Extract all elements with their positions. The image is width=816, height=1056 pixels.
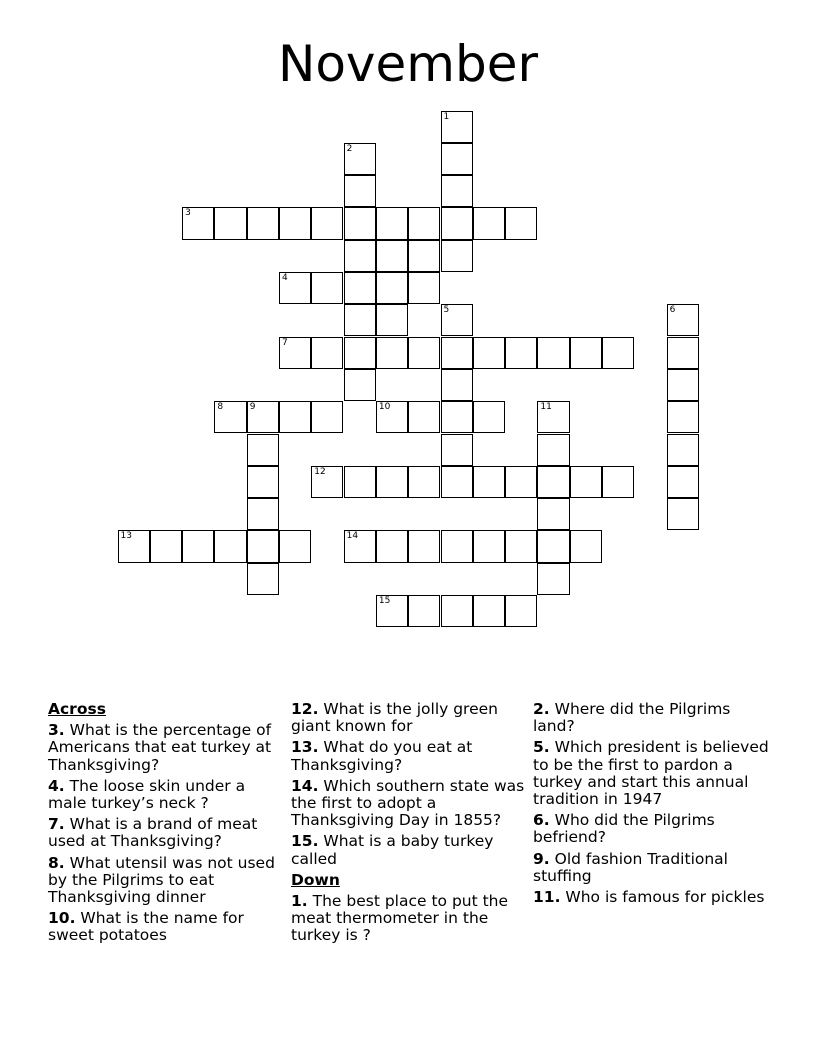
clue-item-number: 11. — [533, 888, 561, 907]
grid-cell[interactable] — [441, 240, 473, 272]
clue-item — [48, 816, 280, 850]
grid-cell[interactable] — [408, 240, 440, 272]
grid-cell[interactable] — [441, 434, 473, 466]
grid-cell[interactable] — [505, 595, 537, 627]
down-heading: Down — [291, 870, 340, 889]
clue-item-text: What is the jolly green giant known for — [291, 700, 498, 736]
clue-number: 3 — [185, 208, 191, 219]
grid-cell[interactable] — [182, 530, 214, 562]
puzzle-title: November — [277, 35, 539, 93]
grid-cell[interactable] — [505, 207, 537, 239]
clue-item-text: The best place to put the meat thermometer in the turkey is ? — [291, 892, 509, 945]
clue-item — [291, 893, 527, 945]
clue-number: 2 — [346, 143, 353, 154]
grid-cell[interactable] — [247, 498, 279, 530]
grid-cell[interactable] — [441, 304, 473, 336]
grid-cell[interactable] — [279, 272, 311, 304]
clue-item-number: 15. — [291, 832, 319, 851]
grid-cell[interactable] — [537, 466, 569, 498]
clue-item-number: 4. — [48, 776, 65, 795]
grid-cell[interactable] — [441, 337, 473, 369]
clue-item-text: Which southern state was the first to adopt a Thanksgiving Day in 1855? — [291, 776, 525, 830]
grid-cell[interactable] — [408, 466, 440, 498]
grid-cell[interactable] — [441, 143, 473, 175]
grid-cell[interactable] — [441, 595, 473, 627]
clues-column-3 — [533, 701, 769, 910]
grid-cell[interactable] — [247, 401, 279, 433]
clue-item-number: 2. — [533, 700, 550, 718]
clue-item — [48, 855, 280, 907]
clue-item — [48, 910, 280, 944]
grid-cell[interactable] — [311, 401, 343, 433]
clue-item-text: What do you eat at Thanksgiving? — [291, 738, 473, 774]
grid-cell[interactable] — [667, 337, 699, 369]
grid-cell[interactable] — [570, 530, 602, 562]
grid-cell[interactable] — [376, 530, 408, 562]
grid-cell[interactable] — [344, 240, 376, 272]
grid-cell[interactable] — [473, 466, 505, 498]
grid-cell[interactable] — [667, 466, 699, 498]
clue-item-number: 5. — [533, 738, 550, 757]
clue-item-number: 7. — [48, 815, 65, 834]
clue-number: 6 — [669, 305, 676, 316]
grid-cell[interactable] — [667, 498, 699, 530]
grid-cell[interactable] — [182, 207, 214, 239]
grid-cell[interactable] — [570, 466, 602, 498]
grid-cell[interactable] — [537, 563, 569, 595]
grid-cell[interactable] — [473, 401, 505, 433]
grid-cell[interactable] — [376, 337, 408, 369]
clue-item — [291, 833, 527, 867]
clues-column-2 — [291, 701, 527, 949]
grid-cell[interactable] — [408, 272, 440, 304]
grid-cell[interactable] — [279, 401, 311, 433]
grid-cell[interactable] — [537, 434, 569, 466]
grid-cell[interactable] — [279, 530, 311, 562]
clue-item-text: What is the percentage of Americans that eat turkey at Thanksgiving? — [48, 721, 272, 774]
grid-cell[interactable] — [247, 434, 279, 466]
clue-item-number: 8. — [48, 853, 65, 872]
grid-cell[interactable] — [311, 466, 343, 498]
grid-cell[interactable] — [344, 304, 376, 336]
clue-item-number: 3. — [48, 721, 65, 740]
grid-cell[interactable] — [570, 337, 602, 369]
grid-cell[interactable] — [537, 498, 569, 530]
grid-cell[interactable] — [602, 337, 634, 369]
grid-cell[interactable] — [408, 530, 440, 562]
grid-cell[interactable] — [537, 530, 569, 562]
grid-cell[interactable] — [247, 530, 279, 562]
clue-item-text: What is the name for sweet potatoes — [48, 909, 244, 945]
grid-cell[interactable] — [344, 530, 376, 562]
grid-cell[interactable] — [279, 337, 311, 369]
clue-number: 1 — [443, 111, 450, 122]
grid-cell[interactable] — [441, 207, 473, 239]
clue-item-number: 14. — [291, 776, 319, 795]
clue-item — [533, 701, 769, 735]
grid-cell[interactable] — [279, 207, 311, 239]
clue-number: 14 — [346, 531, 359, 542]
grid-cell[interactable] — [537, 401, 569, 433]
grid-cell[interactable] — [408, 337, 440, 369]
clue-item-text: What is a baby turkey called — [291, 832, 494, 868]
grid-cell[interactable] — [344, 207, 376, 239]
clue-item — [291, 739, 527, 773]
clue-item-text: Which president is believed to be the first to pardon a turkey and start this annual tradition in 1947 — [533, 738, 769, 809]
clue-number: 7 — [282, 337, 288, 348]
grid-cell[interactable] — [247, 563, 279, 595]
grid-cell[interactable] — [247, 207, 279, 239]
grid-cell[interactable] — [214, 207, 246, 239]
clue-item — [533, 889, 769, 906]
grid-cell[interactable] — [667, 434, 699, 466]
clue-number: 9 — [249, 402, 256, 413]
clue-number: 15 — [378, 596, 391, 606]
grid-cell[interactable] — [214, 401, 246, 433]
grid-cell[interactable] — [505, 530, 537, 562]
grid-cell[interactable] — [537, 337, 569, 369]
clue-item — [48, 722, 280, 774]
clue-item-number: 12. — [291, 700, 319, 718]
grid-cell[interactable] — [376, 207, 408, 239]
grid-cell[interactable] — [473, 530, 505, 562]
clue-item-number: 9. — [533, 849, 550, 868]
grid-cell[interactable] — [311, 337, 343, 369]
grid-cell[interactable] — [667, 369, 699, 401]
grid-cell[interactable] — [441, 369, 473, 401]
grid-cell[interactable] — [344, 369, 376, 401]
clue-item-text: What utensil was not used by the Pilgrims to eat Thanksgiving dinner — [48, 853, 275, 907]
grid-cell[interactable] — [441, 111, 473, 143]
grid-cell[interactable] — [376, 401, 408, 433]
grid-cell[interactable] — [473, 337, 505, 369]
clue-item-text: The loose skin under a male turkey’s neck ? — [48, 776, 246, 813]
grid-cell[interactable] — [408, 595, 440, 627]
grid-cell[interactable] — [408, 207, 440, 239]
grid-cell[interactable] — [344, 466, 376, 498]
grid-cell[interactable] — [376, 466, 408, 498]
grid-cell[interactable] — [118, 530, 150, 562]
clue-item — [48, 778, 280, 812]
clues-column-1 — [48, 701, 280, 949]
clue-item-text: Who is famous for pickles — [560, 888, 765, 907]
grid-cell[interactable] — [667, 304, 699, 336]
clue-item-number: 1. — [291, 892, 308, 911]
grid-cell[interactable] — [376, 240, 408, 272]
clue-item-number: 6. — [533, 811, 550, 830]
clue-item-text: Who did the Pilgrims befriend? — [533, 811, 715, 847]
grid-cell[interactable] — [602, 466, 634, 498]
clue-number: 11 — [540, 402, 552, 413]
grid-cell[interactable] — [150, 530, 182, 562]
clue-item-text: What is a brand of meat used at Thanksgiving? — [48, 815, 258, 851]
grid-cell[interactable] — [214, 530, 246, 562]
grid-cell[interactable] — [473, 207, 505, 239]
grid-cell[interactable] — [408, 401, 440, 433]
grid-cell[interactable] — [344, 272, 376, 304]
clue-item-number: 10. — [48, 909, 76, 928]
grid-cell[interactable] — [311, 207, 343, 239]
grid-cell[interactable] — [505, 466, 537, 498]
clue-item — [291, 701, 527, 735]
clue-item — [533, 739, 769, 808]
grid-cell[interactable] — [344, 143, 376, 175]
grid-cell[interactable] — [441, 466, 473, 498]
across-heading: Across — [48, 700, 106, 718]
grid-cell[interactable] — [441, 530, 473, 562]
grid-cell[interactable] — [441, 175, 473, 207]
clue-number: 8 — [217, 402, 224, 413]
grid-cell[interactable] — [376, 595, 408, 627]
clue-item — [291, 778, 527, 830]
grid-cell[interactable] — [311, 272, 343, 304]
grid-cell[interactable] — [667, 401, 699, 433]
clue-item — [533, 812, 769, 846]
grid-cell[interactable] — [376, 272, 408, 304]
grid-cell[interactable] — [376, 304, 408, 336]
grid-cell[interactable] — [247, 466, 279, 498]
clue-number: 10 — [378, 402, 391, 413]
clue-number: 4 — [282, 273, 288, 283]
clue-number: 12 — [314, 466, 326, 477]
grid-cell[interactable] — [344, 175, 376, 207]
grid-cell[interactable] — [344, 337, 376, 369]
clue-item-text: Old fashion Traditional stuffing — [533, 849, 728, 885]
grid-cell[interactable] — [441, 401, 473, 433]
clue-number: 5 — [443, 305, 450, 316]
grid-cell[interactable] — [505, 337, 537, 369]
clue-item-number: 13. — [291, 738, 319, 757]
clue-number: 13 — [120, 531, 132, 542]
grid-cell[interactable] — [473, 595, 505, 627]
clue-item-text: Where did the Pilgrims land? — [533, 700, 731, 736]
clue-item — [533, 851, 769, 885]
